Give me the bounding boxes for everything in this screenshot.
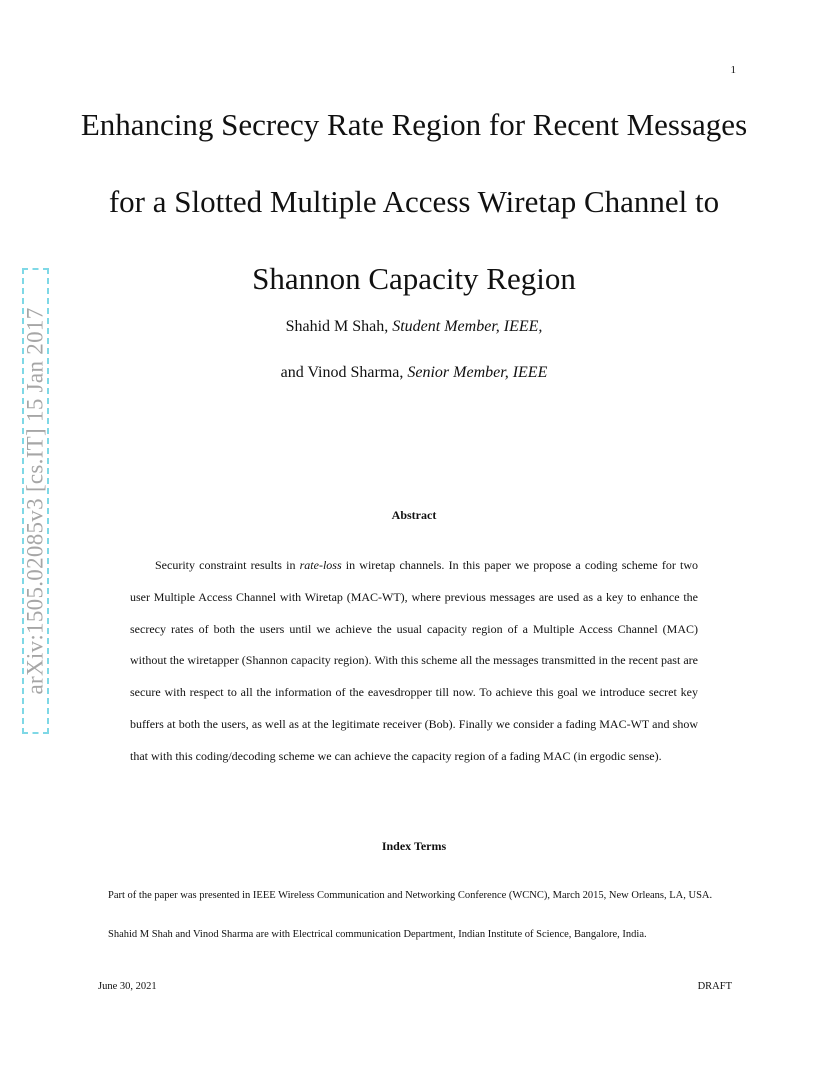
abstract-body bbox=[130, 550, 698, 773]
author-line-2 bbox=[100, 364, 728, 382]
index-terms-heading: Index Terms bbox=[381, 839, 447, 853]
footer-date: June 30, 2021 bbox=[98, 981, 157, 992]
author-name: and Vinod Sharma, bbox=[280, 364, 404, 381]
abstract-heading: Abstract bbox=[391, 508, 437, 522]
author-name: Shahid M Shah, bbox=[285, 318, 389, 335]
abstract-text-rest: in wiretap channels. In this paper we propose a coding scheme for two user Multiple Access Channel with Wiretap (MAC-WT), where previous messages are used as a key to enhance the secrecy rates of both the users until we achieve the usual capacity region of a Multiple Access Channel (MAC) without the wiretapper (Shannon capacity region). With this scheme all the messages transmitted in the recent past are secure with respect to all the information of the eavesdropper till now. To achieve this goal we introduce secret key buffers at both the users, as well as at the legitimate receiver (Bob). Finally we consider a fading MAC-WT and show that with this coding/decoding scheme we can achieve the capacity region of a fading MAC (in ergodic sense). bbox=[130, 558, 698, 763]
author-line-1 bbox=[100, 318, 728, 336]
paper-title: Enhancing Secrecy Rate Region for Recent Messages for a Slotted Multiple Access Wiretap Channel to Shannon Capacity Region bbox=[80, 107, 748, 296]
author-membership: Student Member, IEEE, bbox=[392, 318, 543, 335]
arxiv-identifier-text: arXiv:1505.02085v3 [cs.IT] 15 Jan 2017 bbox=[22, 307, 48, 695]
author-membership: Senior Member, IEEE bbox=[407, 364, 548, 381]
arxiv-identifier-stamp[interactable] bbox=[22, 268, 49, 734]
page-number: 1 bbox=[730, 64, 736, 76]
footer-draft-label: DRAFT bbox=[697, 981, 732, 992]
footnote-conference: Part of the paper was presented in IEEE Wireless Communication and Networking Conference (WCNC), March 2015, New Orleans, LA, USA. bbox=[108, 890, 713, 901]
footnote-affiliation: Shahid M Shah and Vinod Sharma are with Electrical communication Department, Indian Institute of Science, Bangalore, India. bbox=[108, 929, 647, 940]
abstract-emphasis: rate-loss bbox=[299, 558, 342, 572]
abstract-text-start: Security constraint results in bbox=[155, 558, 300, 572]
